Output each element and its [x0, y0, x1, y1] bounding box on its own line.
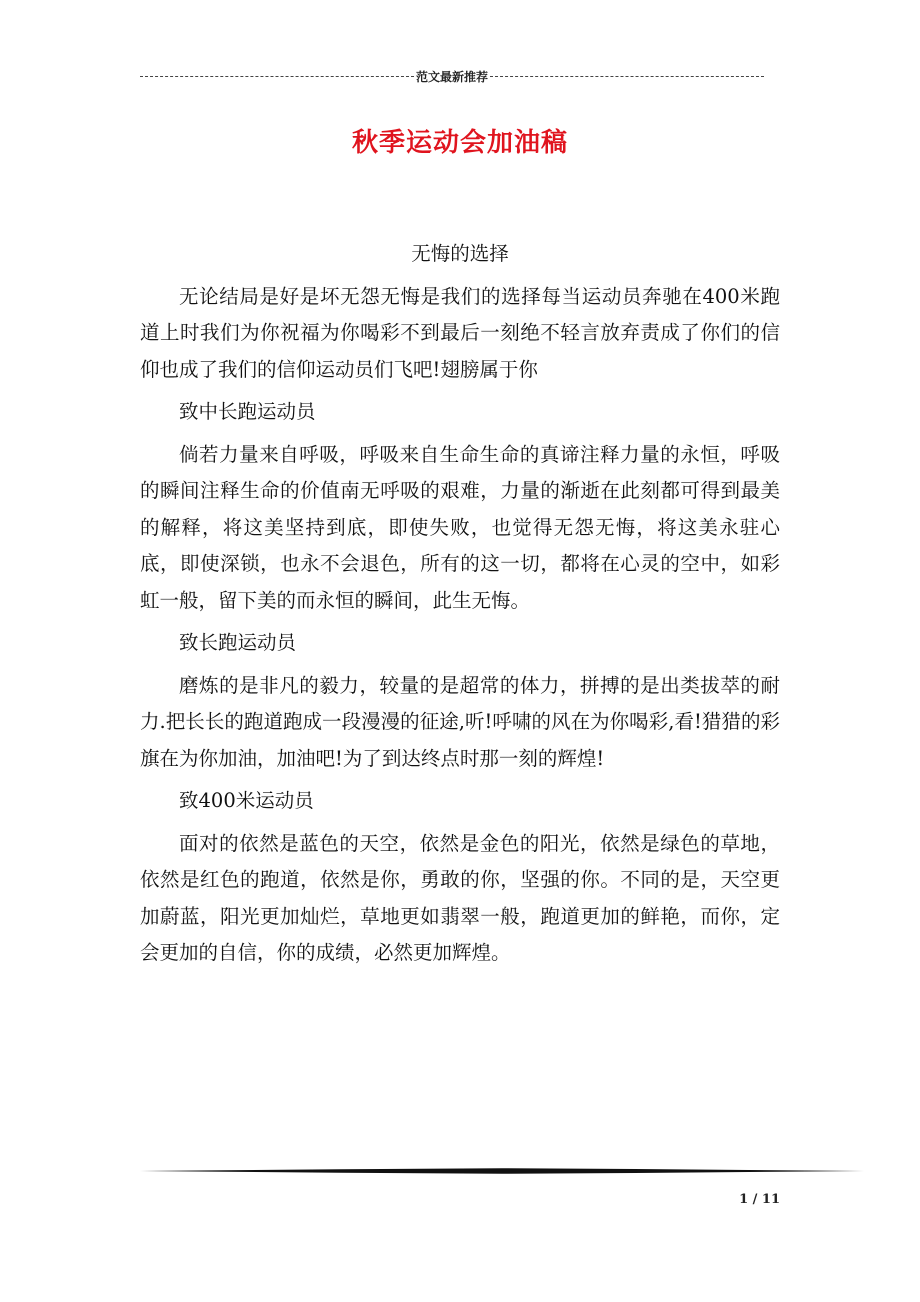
paragraph-heading: 致长跑运动员 — [179, 631, 297, 654]
paragraph: 无论结局是好是坏无怨无悔是我们的选择每当运动员奔驰在400米跑道上时我们为你祝福为你喝彩不到最后一刻绝不轻言放弃责成了你们的信仰也成了我们的信仰运动员们飞吧!翅膀属于你 — [140, 284, 780, 381]
document-title: 秋季运动会加油稿 — [351, 128, 568, 158]
paragraph: 磨炼的是非凡的毅力，较量的是超常的体力，拼搏的是出类拔萃的耐力.把长长的跑道跑成一段漫漫的征途,听!呼啸的风在为你喝彩,看!猎猎的彩旗在为你加油，加油吧!为了到达终点时那一刻的辉煌! — [140, 673, 780, 770]
header-dash-left — [140, 76, 414, 77]
page-number: 1 / 11 — [739, 1192, 780, 1207]
paragraph: 面对的依然是蓝色的天空，依然是金色的阳光，依然是绿色的草地，依然是红色的跑道，依然是你，勇敢的你，坚强的你。不同的是，天空更加蔚蓝，阳光更加灿烂，草地更如翡翠一般，跑道更加的鲜艳，而你，定会更加的自信，你的成绩，必然更加辉煌。 — [140, 831, 780, 964]
header-dash-right — [490, 76, 764, 77]
page-header — [140, 66, 764, 86]
paragraph: 倘若力量来自呼吸，呼吸来自生命生命的真谛注释力量的永恒，呼吸的瞬间注释生命的价值南无呼吸的艰难，力量的渐逝在此刻都可得到最美的解释，将这美坚持到底，即使失败，也觉得无怨无悔，将这美永驻心底，即使深锁，也永不会退色，所有的这一切，都将在心灵的空中，如彩虹一般，留下美的而永恒的瞬间，此生无悔。 — [140, 442, 780, 612]
document-body — [140, 236, 780, 972]
section-subhead: 无悔的选择 — [411, 242, 509, 265]
footer-rule — [140, 1168, 864, 1174]
paragraph-heading: 致中长跑运动员 — [179, 400, 316, 423]
paragraph-heading: 致400米运动员 — [179, 789, 314, 812]
header-label: 范文最新推荐 — [416, 69, 489, 84]
